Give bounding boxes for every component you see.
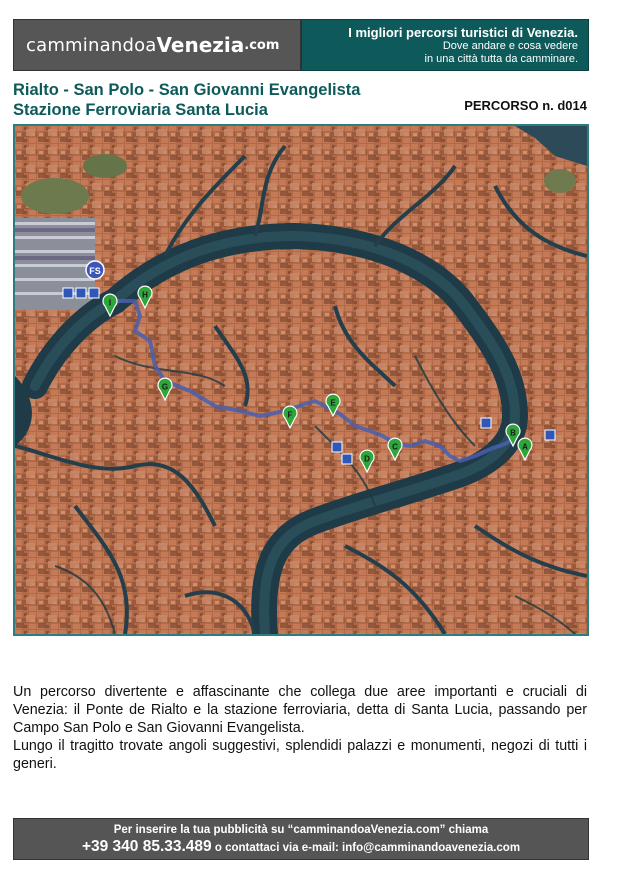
footer-email[interactable]: info@camminandoavenezia.com [342, 842, 521, 854]
description-paragraph-1: Un percorso divertente e affascinante che collega due aree importanti e cruciali di Venezia: il Ponte de Rialto e la stazione ferroviaria, detta di Santa Lucia, passando per Campo San Polo e San Giovanni Evangelista. [13, 684, 587, 736]
footer-line-2 [14, 838, 588, 856]
tagline-line-3: in una città tutta da camminare. [424, 53, 578, 65]
footer-phone[interactable]: +39 340 85.33.489 [81, 838, 212, 855]
aerial-map-svg [15, 126, 587, 634]
station-badge-label: FS [89, 266, 101, 276]
waypoint-label-c: C [392, 442, 398, 452]
route-description [13, 683, 587, 773]
waypoint-label-d: D [364, 454, 370, 464]
route-title-line-2: Stazione Ferroviaria Santa Lucia [13, 101, 268, 119]
route-title-line-1: Rialto - San Polo - San Giovanni Evangelista [13, 81, 361, 99]
waypoint-label-e: E [330, 398, 336, 408]
advertising-footer [13, 818, 589, 860]
waypoint-label-a: A [522, 442, 528, 452]
footer-middle-text: o contattaci via e-mail: [211, 842, 343, 854]
description-paragraph-2: Lungo il tragitto trovate angoli suggestivi, splendidi palazzi e monumenti, negozi di tutti i generi. [13, 738, 587, 772]
waypoint-label-i: I [108, 298, 112, 308]
waypoint-label-g: G [161, 382, 169, 392]
route-map[interactable] [13, 124, 589, 636]
tagline-line-2: Dove andare e cosa vedere [442, 40, 578, 52]
tagline-title: I migliori percorsi turistici di Venezia. [348, 25, 578, 40]
logo-suffix: .com [244, 37, 280, 53]
logo-brand: Venezia [156, 33, 245, 57]
footer-line-1: Per inserire la tua pubblicità su “camminandoaVenezia.com” chiama [113, 824, 489, 836]
waypoint-label-b: B [510, 428, 516, 438]
waypoint-label-f: F [287, 410, 293, 420]
station-badge[interactable] [86, 261, 104, 279]
route-code: PERCORSO n. d014 [464, 98, 587, 113]
tagline-box [301, 19, 589, 71]
logo-prefix: camminandoa [26, 34, 157, 56]
route-title [13, 80, 360, 120]
waypoint-label-h: H [142, 290, 148, 300]
site-logo[interactable] [13, 19, 301, 71]
